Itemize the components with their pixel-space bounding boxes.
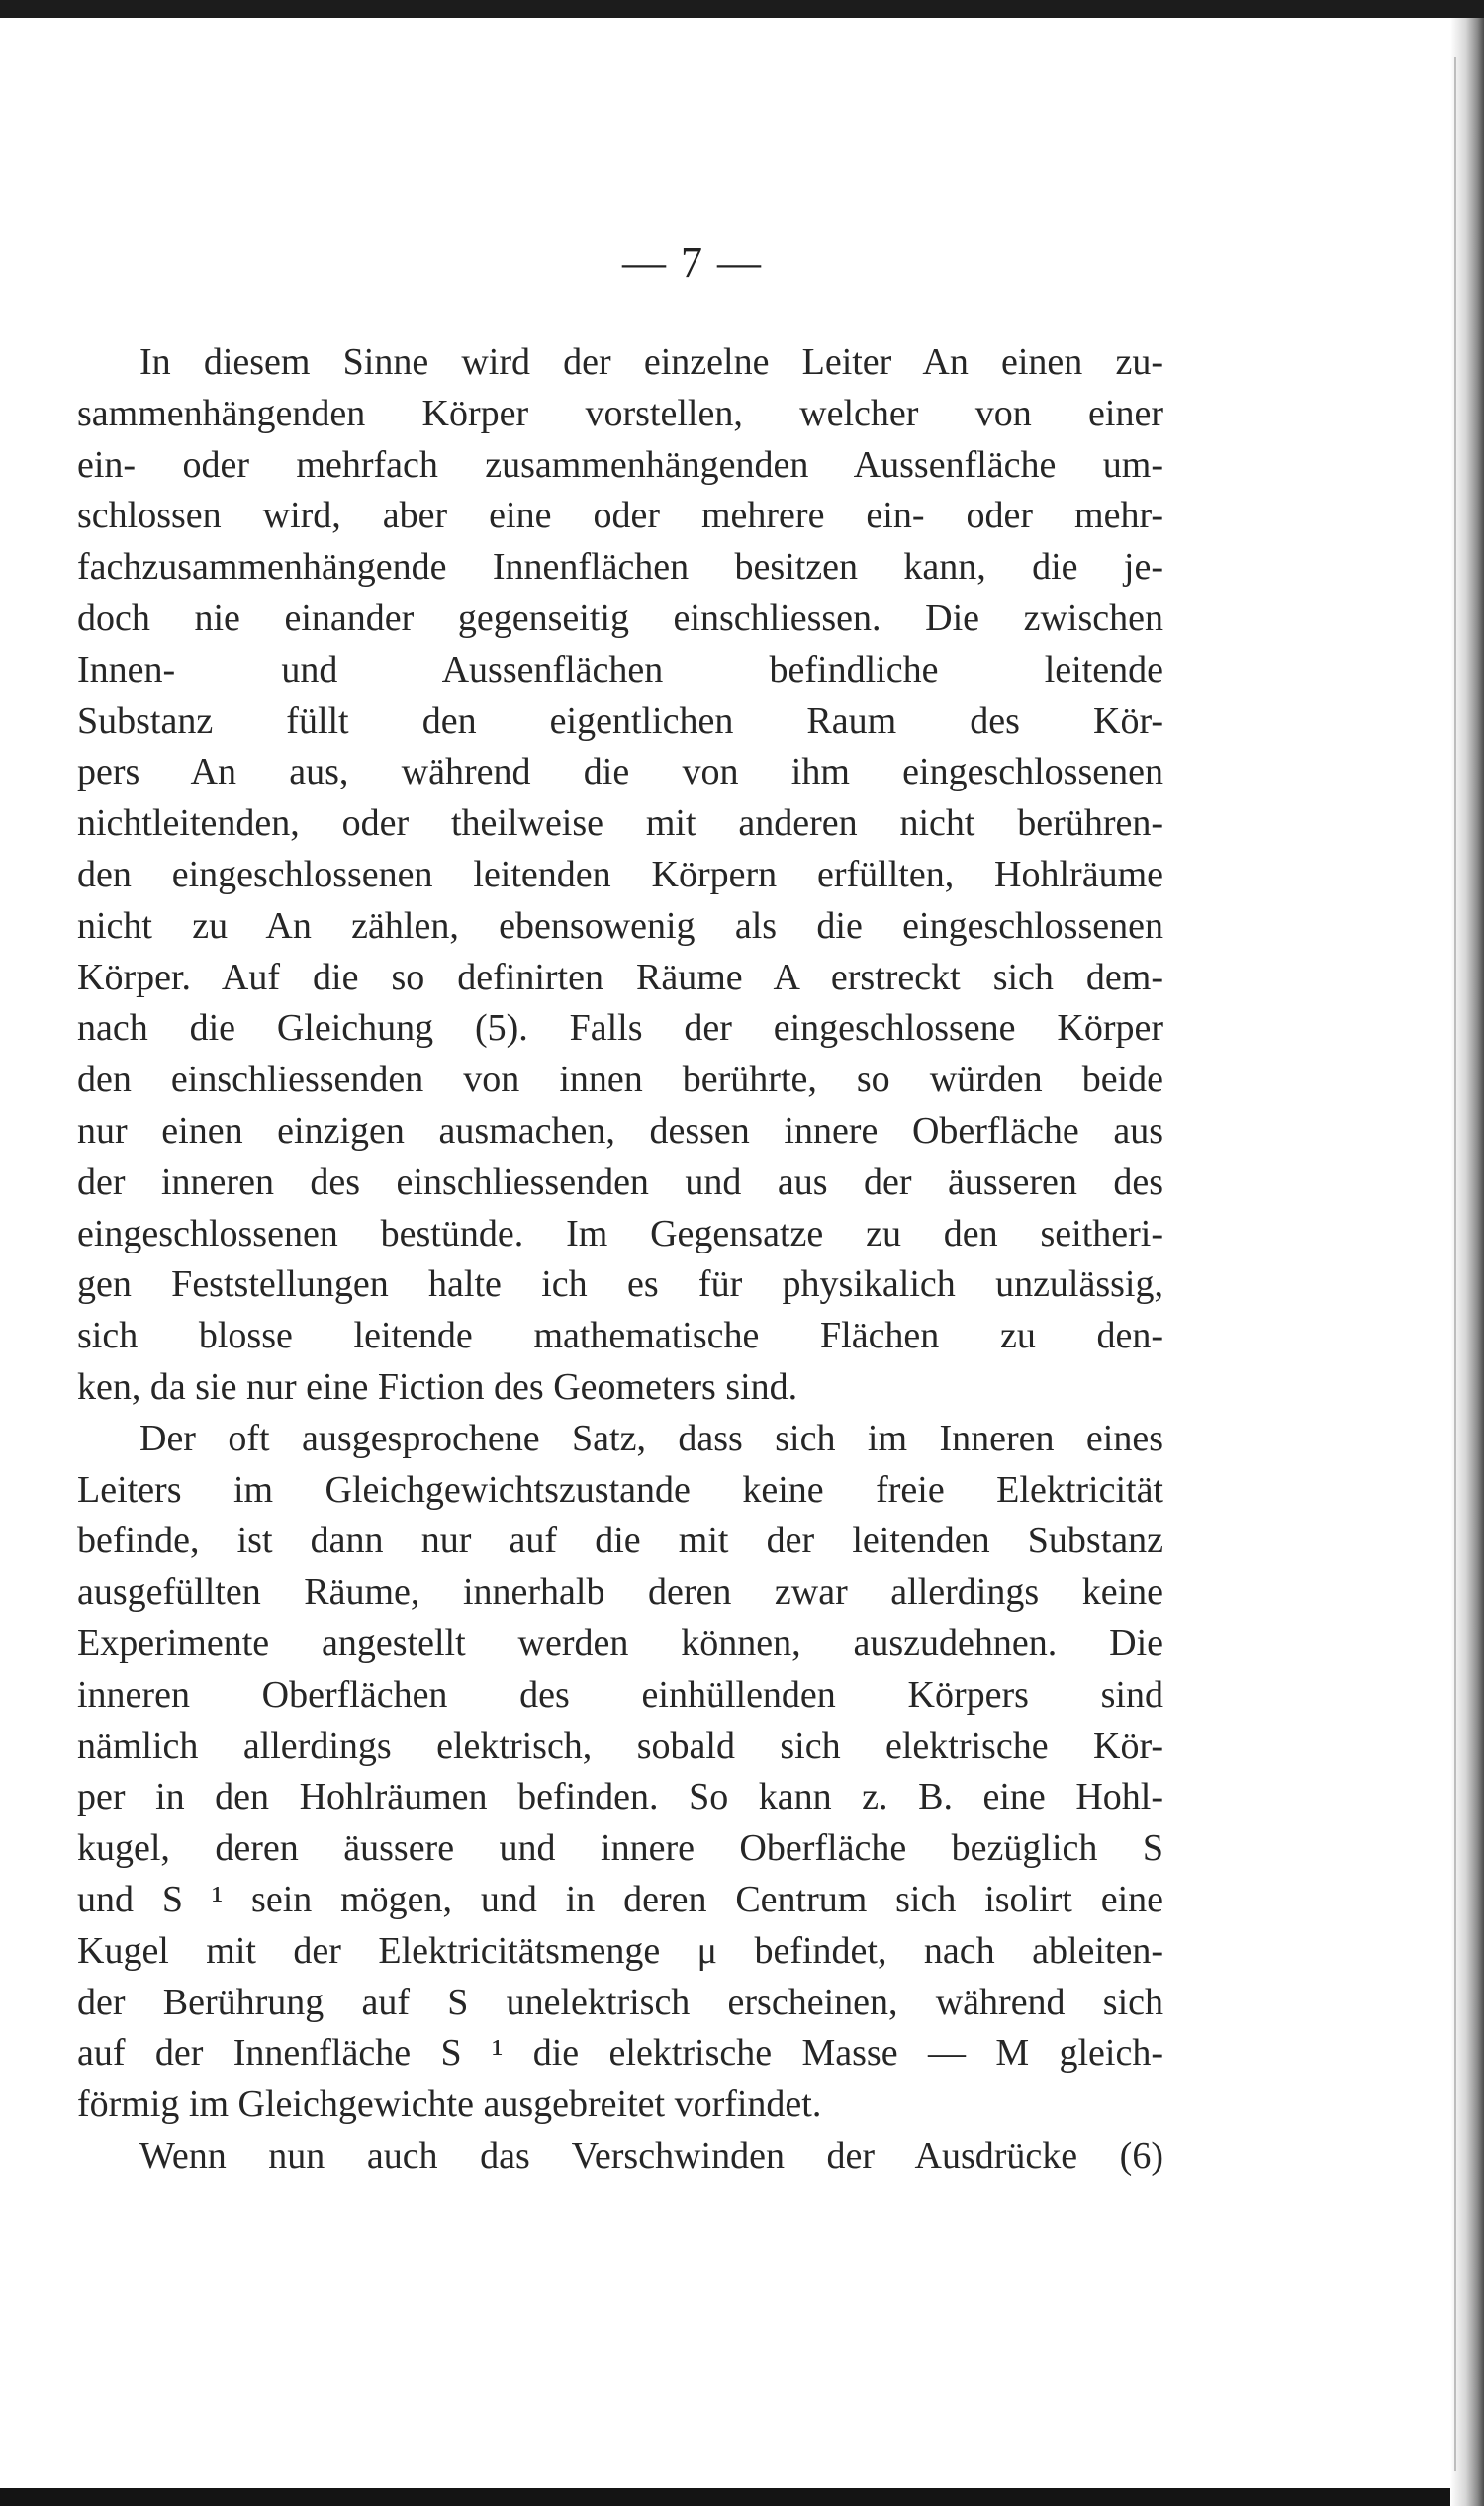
- text-line: Innen- und Aussenflächen befindliche leitende: [77, 648, 1163, 691]
- text-line: schlossen wird, aber eine oder mehrere ein- oder mehr-: [77, 495, 1163, 537]
- text-line: auf der Innenfläche S ¹ die elektrische Masse — M gleich-: [77, 2032, 1163, 2075]
- text-line: per in den Hohlräumen befinden. So kann z. B. eine Hohl-: [77, 1776, 1163, 1818]
- text-line: ausgefüllten Räume, innerhalb deren zwar allerdings keine: [77, 1571, 1163, 1614]
- text-line: den einschliessenden von innen berührte, so würden beide: [77, 1059, 1163, 1101]
- text-line: pers An aus, während die von ihm eingeschlossenen: [77, 751, 1163, 793]
- text-line: Experimente angestellt werden können, auszudehnen. Die: [77, 1622, 1163, 1664]
- text-line: ken, da sie nur eine Fiction des Geometers sind.: [77, 1365, 798, 1408]
- text-line: den eingeschlossenen leitenden Körpern erfüllten, Hohlräume: [77, 853, 1163, 895]
- text-line: der inneren des einschliessenden und aus der äusseren des: [77, 1160, 1163, 1203]
- text-line: sich blosse leitende mathematische Flächen zu den-: [77, 1315, 1163, 1357]
- text-line: Wenn nun auch das Verschwinden der Ausdrücke (6): [139, 2134, 1163, 2177]
- text-line: fachzusammenhängende Innenflächen besitzen kann, die je-: [77, 546, 1163, 589]
- text-line: nach die Gleichung (5). Falls der eingeschlossene Körper: [77, 1007, 1163, 1050]
- text-line: gen Feststellungen halte ich es für physikalich unzulässig,: [77, 1263, 1163, 1306]
- text-line: befinde, ist dann nur auf die mit der leitenden Substanz: [77, 1520, 1163, 1562]
- text-line: Kugel mit der Elektricitätsmenge μ befindet, nach ableiten-: [77, 1929, 1163, 1972]
- body-text: [77, 337, 1163, 2182]
- text-line: Substanz füllt den eigentlichen Raum des Kör-: [77, 699, 1163, 742]
- text-line: sammenhängenden Körper vorstellen, welcher von einer: [77, 392, 1163, 434]
- text-line: förmig im Gleichgewichte ausgebreitet vorfindet.: [77, 2084, 822, 2126]
- text-line: doch nie einander gegenseitig einschliessen. Die zwischen: [77, 597, 1163, 639]
- text-line: nichtleitenden, oder theilweise mit anderen nicht berühren-: [77, 802, 1163, 845]
- text-line: nicht zu An zählen, ebensowenig als die eingeschlossenen: [77, 904, 1163, 947]
- text-line: nämlich allerdings elektrisch, sobald sich elektrische Kör-: [77, 1724, 1163, 1767]
- text-line: eingeschlossenen bestünde. Im Gegensatze zu den seitheri-: [77, 1212, 1163, 1254]
- text-line: der Berührung auf S unelektrisch erscheinen, während sich: [77, 1981, 1163, 2023]
- text-line: Leiters im Gleichgewichtszustande keine freie Elektricität: [77, 1468, 1163, 1511]
- text-line: Der oft ausgesprochene Satz, dass sich im Inneren eines: [139, 1417, 1163, 1459]
- page-number: — 7 —: [622, 238, 763, 287]
- text-line: In diesem Sinne wird der einzelne Leiter An einen zu-: [139, 341, 1163, 383]
- text-line: ein- oder mehrfach zusammenhängenden Aussenfläche um-: [77, 443, 1163, 486]
- text-line: und S ¹ sein mögen, und in deren Centrum sich isolirt eine: [77, 1878, 1163, 1920]
- text-line: kugel, deren äussere und innere Oberfläche bezüglich S: [77, 1827, 1163, 1870]
- text-line: Körper. Auf die so definirten Räume A erstreckt sich dem-: [77, 956, 1163, 998]
- page-edge-line: [1454, 57, 1456, 2471]
- text-line: inneren Oberflächen des einhüllenden Körpers sind: [77, 1673, 1163, 1716]
- text-line: nur einen einzigen ausmachen, dessen innere Oberfläche aus: [77, 1109, 1163, 1152]
